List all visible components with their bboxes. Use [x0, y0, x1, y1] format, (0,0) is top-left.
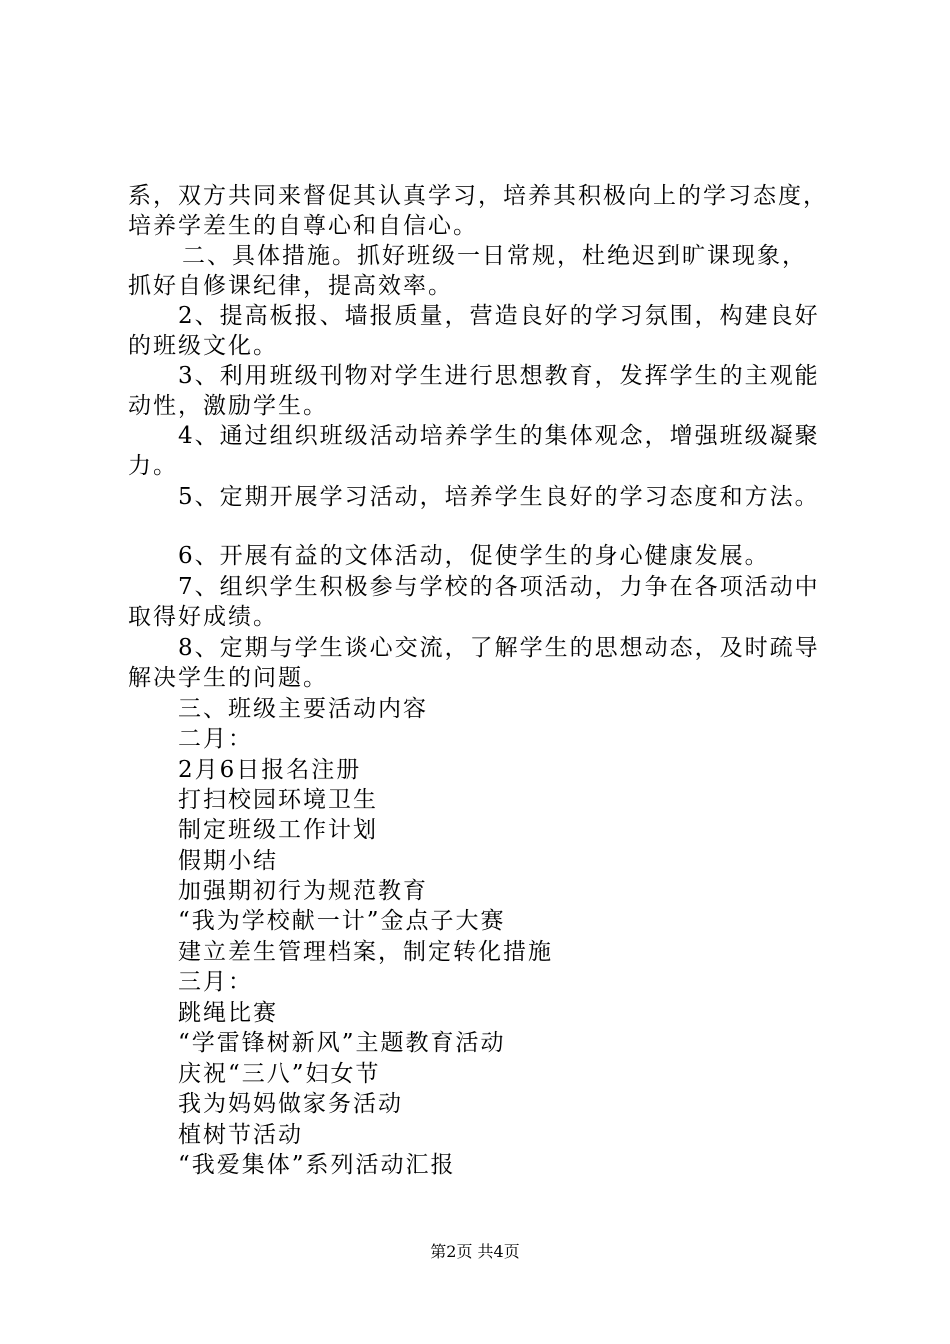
paragraph-1-line-2: 培养学差生的自尊心和自信心。	[128, 213, 478, 239]
paragraph-8-line-1: 7、组织学生积极参与学校的各项活动，力争在各项活动中	[178, 574, 820, 600]
march-item: “我爱集体”系列活动汇报	[178, 1152, 456, 1178]
paragraph-3-line-1: 2、提高板报、墙报质量，营造良好的学习氛围，构建良好	[178, 303, 820, 329]
paragraph-1-line-1: 系，双方共同来督促其认真学习，培养其积极向上的学习态度，	[128, 183, 828, 209]
february-item: 制定班级工作计划	[178, 817, 378, 843]
february-heading: 二月：	[178, 726, 253, 752]
march-item: “学雷锋树新风”主题教育活动	[178, 1030, 506, 1056]
paragraph-5-line-2: 力。	[128, 453, 178, 479]
paragraph-8-line-2: 取得好成绩。	[128, 604, 278, 630]
paragraph-2-line-1: 二、具体措施。抓好班级一日常规，杜绝迟到旷课现象，	[182, 243, 807, 269]
paragraph-7-line-1: 6、开展有益的文体活动，促使学生的身心健康发展。	[178, 543, 770, 569]
march-item: 庆祝“三八”妇女节	[178, 1061, 381, 1087]
paragraph-4-line-2: 动性，激励学生。	[128, 393, 328, 419]
paragraph-4-line-1: 3、利用班级刊物对学生进行思想教育，发挥学生的主观能	[178, 363, 820, 389]
february-item: 2月6日报名注册	[178, 757, 362, 783]
paragraph-5-line-1: 4、通过组织班级活动培养学生的集体观念，增强班级凝聚	[178, 423, 820, 449]
february-item: 建立差生管理档案，制定转化措施	[178, 939, 553, 965]
february-item: 假期小结	[178, 848, 278, 874]
february-item: 加强期初行为规范教育	[178, 878, 428, 904]
march-item: 我为妈妈做家务活动	[178, 1091, 403, 1117]
march-item: 跳绳比赛	[178, 1000, 278, 1026]
page-footer: 第2页 共4页	[430, 1242, 520, 1261]
paragraph-6-line-1: 5、定期开展学习活动，培养学生良好的学习态度和方法。	[178, 484, 820, 510]
paragraph-3-line-2: 的班级文化。	[128, 333, 278, 359]
february-item: 打扫校园环境卫生	[178, 787, 378, 813]
paragraph-9-line-2: 解决学生的问题。	[128, 665, 328, 691]
march-item: 植树节活动	[178, 1122, 303, 1148]
paragraph-2-line-2: 抓好自修课纪律，提高效率。	[128, 273, 453, 299]
paragraph-9-line-1: 8、定期与学生谈心交流，了解学生的思想动态，及时疏导	[178, 635, 820, 661]
february-item: “我为学校献一计”金点子大赛	[178, 908, 506, 934]
section-3-heading: 三、班级主要活动内容	[178, 696, 428, 722]
march-heading: 三月：	[178, 969, 253, 995]
